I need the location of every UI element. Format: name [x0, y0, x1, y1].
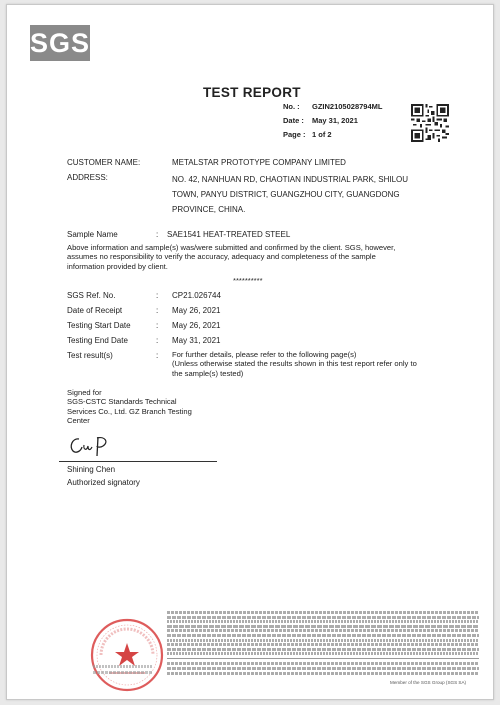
- signed-for-line: Signed for: [67, 388, 102, 397]
- report-date-value: May 31, 2021: [312, 116, 358, 125]
- disclaimer-line: information provided by client.: [67, 261, 168, 271]
- test-result-value: [172, 350, 452, 378]
- address-value: [172, 172, 422, 217]
- start-date-colon: :: [156, 321, 159, 330]
- customer-name-label: CUSTOMER NAME:: [67, 158, 141, 167]
- signed-for-line: SGS-CSTC Standards Technical: [67, 397, 177, 407]
- sample-name-value: SAE1541 HEAT-TREATED STEEL: [167, 230, 291, 239]
- test-result-line: For further details, please refer to the following page(s): [172, 350, 357, 359]
- test-result-label: Test result(s): [67, 351, 113, 360]
- official-stamp-seal: [89, 617, 165, 693]
- stamp-caption-line: [93, 665, 153, 668]
- address-label: ADDRESS:: [67, 173, 108, 182]
- start-date-value: May 26, 2021: [172, 321, 221, 330]
- start-date-label: Testing Start Date: [67, 321, 131, 330]
- end-date-colon: :: [156, 336, 159, 345]
- end-date-label: Testing End Date: [67, 336, 128, 345]
- disclaimer-line: assumes no responsibility to verify the accuracy, adequacy and completeness of the sample: [67, 252, 376, 262]
- test-result-line: the sample(s) tested): [172, 368, 244, 378]
- end-date-value: May 31, 2021: [172, 336, 221, 345]
- qr-code-icon: [411, 104, 449, 142]
- receipt-date-colon: :: [156, 306, 159, 315]
- address-line: PROVINCE, CHINA.: [172, 205, 246, 214]
- handwritten-signature: [67, 433, 117, 459]
- sample-name-colon: :: [156, 230, 159, 239]
- sgs-logo: SGS: [30, 25, 90, 61]
- disclaimer: [67, 243, 447, 271]
- sgs-ref-colon: :: [156, 291, 159, 300]
- separator-stars: **********: [233, 276, 263, 285]
- stamp-caption-line: [93, 671, 153, 674]
- report-no-value: GZIN2105028794ML: [312, 102, 383, 111]
- signed-for-line: Center: [67, 416, 90, 426]
- test-result-colon: :: [156, 351, 159, 360]
- report-page: [6, 4, 494, 700]
- disclaimer-line: Above information and sample(s) was/were submitted and confirmed by the client. SGS, however,: [67, 243, 396, 252]
- address-line: NO. 42, NANHUAN RD, CHAOTIAN INDUSTRIAL PARK, SHILOU: [172, 175, 409, 184]
- signer-name: Shining Chen: [67, 465, 116, 474]
- address-line: TOWN, PANYU DISTRICT, GUANGZHOU CITY, GUANGDONG: [172, 190, 400, 199]
- customer-name-value: METALSTAR PROTOTYPE COMPANY LIMITED: [172, 158, 346, 167]
- test-result-line: (Unless otherwise stated the results shown in this test report refer only to: [172, 359, 417, 369]
- sample-name-label: Sample Name: [67, 230, 118, 239]
- report-no-label: No. :: [283, 102, 300, 111]
- signature-line: [59, 461, 217, 462]
- signed-for-line: Services Co., Ltd. GZ Branch Testing: [67, 406, 192, 416]
- signer-title: Authorized signatory: [67, 478, 140, 487]
- report-page-value: 1 of 2: [312, 130, 332, 139]
- page-title: TEST REPORT: [203, 85, 301, 100]
- report-date-label: Date :: [283, 116, 304, 125]
- signed-for-block: [67, 388, 237, 426]
- sgs-group-member-text: Member of the SGS Group (SGS SA): [390, 680, 467, 685]
- receipt-date-label: Date of Receipt: [67, 306, 123, 315]
- sgs-ref-label: SGS Ref. No.: [67, 291, 116, 300]
- sgs-ref-value: CP21.026744: [172, 291, 221, 300]
- receipt-date-value: May 26, 2021: [172, 306, 221, 315]
- report-page-label: Page :: [283, 130, 306, 139]
- terms-fine-print: [167, 611, 479, 675]
